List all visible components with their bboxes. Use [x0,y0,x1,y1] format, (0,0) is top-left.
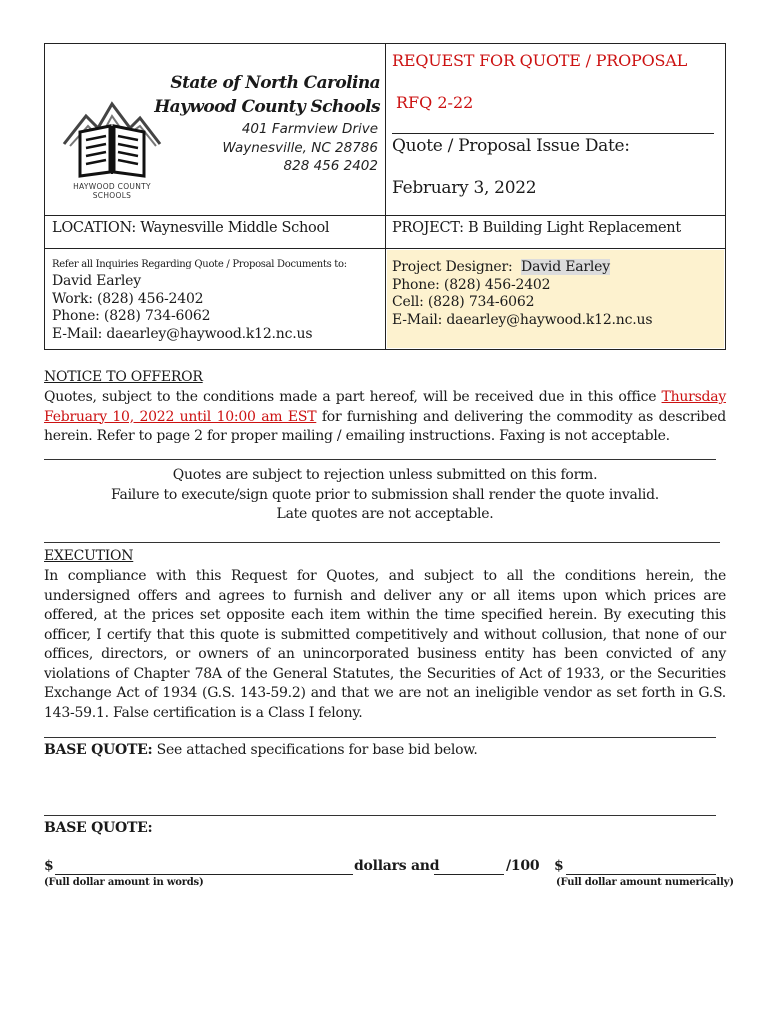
execution-text: In compliance with this Request for Quotes, and subject to all the conditions herein, the undersigned offers and agrees to furnish and deliver any or all items upon which prices are offered, at the prices set opposite each item within the time specified herein. By executing this officer, I certify that this quote is submitted competitively and without collusion, that none of our offices, directors, or owners of an unincorporated business entity has been convicted of any violations of Chapter 78A of the General Statutes, the Securities of Act of 1933, or the Securities Exchange Act of 1934 (G.S. 143-59.2) and that we are not an ineligible vendor as set forth in G.S. 143-59.1. False certification is a Class I felony. [44,568,726,721]
amount-words-field[interactable] [55,874,353,875]
district-name: State of North Carolina Haywood County Schools [154,73,380,117]
per-100-label: /100 [506,858,540,874]
header-divider-1 [44,215,726,216]
dollars-and-label: dollars and [354,858,440,874]
amount-line: $ [44,858,54,874]
conditions: Quotes are subject to rejection unless submitted on this form. Failure to execute/sign quote prior to submission shall render the quote invalid. Late quotes are not acceptable. [110,467,660,522]
contact-phone: Phone: (828) 734-6062 [52,308,211,324]
inquiries-contact [52,273,312,343]
amount-numeric-field[interactable] [566,874,716,875]
contact-email: E-Mail: daearley@haywood.k12.nc.us [52,325,313,342]
notice-text: Quotes, subject to the conditions made a part hereof, will be received due in this office Thursday February 10, 2022 until 10:00 am EST for furnishing and delivering the commodity as described herein. Refer to page 2 for proper mailing / emailing instructions. Faxing is not acceptable. [44,389,726,444]
numeric-caption: (Full dollar amount numerically) [556,877,734,888]
inquiries-label: Refer all Inquiries Regarding Quote / Proposal Documents to: [52,259,347,270]
base-quote-note: BASE QUOTE: See attached specifications for base bid below. [44,742,478,758]
designer-label: Project Designer: [392,259,513,275]
deadline: Thursday February 10, 2022 until 10:00 am EST [44,389,726,425]
designer-cell: Cell: (828) 734-6062 [392,294,535,310]
header-divider-vertical [385,43,386,350]
divider [44,737,716,738]
contact-work: Work: (828) 456-2402 [52,290,204,307]
issue-date: February 3, 2022 [392,178,537,198]
header-divider-2 [44,248,726,249]
designer-email: E-Mail: daearley@haywood.k12.nc.us [392,311,653,328]
execution-heading: EXECUTION [44,548,134,564]
rfq-number: RFQ 2-22 [396,93,474,112]
cents-field[interactable] [434,874,504,875]
dollar-sign-numeric: $ [554,858,564,874]
divider [44,542,720,543]
rfq-rule [392,133,714,134]
divider [44,815,716,816]
district-address: 401 Farmview Drive Waynesville, NC 28786 828 456 2402 [222,121,378,174]
divider [44,459,716,460]
issue-date-label: Quote / Proposal Issue Date: [392,136,630,156]
logo-caption: HAYWOOD COUNTY SCHOOLS [73,182,151,200]
project: PROJECT: B Building Light Replacement [392,220,681,236]
designer-name: David Earley [521,259,610,275]
project-designer [392,259,652,329]
location: LOCATION: Waynesville Middle School [52,220,330,236]
words-caption: (Full dollar amount in words) [44,877,204,888]
designer-phone: Phone: (828) 456-2402 [392,276,551,293]
contact-name: David Earley [52,273,141,289]
rfq-title: REQUEST FOR QUOTE / PROPOSAL [392,51,688,70]
notice-heading: NOTICE TO OFFEROR [44,369,203,385]
base-quote-label: BASE QUOTE: [44,820,153,836]
